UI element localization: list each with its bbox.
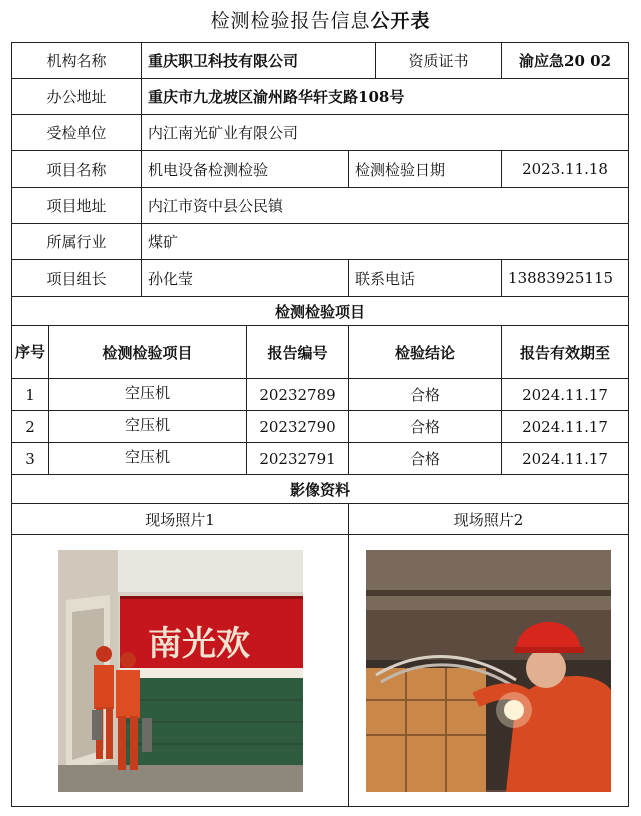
inspection-date-value: 2023.11.18 xyxy=(502,151,629,188)
inspected-unit-value: 内江南光矿业有限公司 xyxy=(142,115,629,151)
info-row-site xyxy=(12,188,629,224)
images-section-title: 影像资料 xyxy=(12,475,629,504)
address-label: 办公地址 xyxy=(12,79,142,115)
row-report-no: 20232791 xyxy=(247,443,349,475)
cert-label: 资质证书 xyxy=(376,43,502,79)
row-conclusion: 合格 xyxy=(349,443,502,475)
photo-row xyxy=(12,535,629,807)
info-row-org xyxy=(12,43,629,79)
row-item: 空压机 xyxy=(49,443,247,475)
row-index: 1 xyxy=(12,379,49,411)
row-conclusion: 合格 xyxy=(349,411,502,443)
phone-label: 联系电话 xyxy=(349,260,502,297)
row-index: 3 xyxy=(12,443,49,475)
photo-label-row xyxy=(12,504,629,535)
info-row-industry xyxy=(12,224,629,260)
photo1-label: 现场照片1 xyxy=(12,504,349,535)
info-row-project xyxy=(12,151,629,188)
industry-label: 所属行业 xyxy=(12,224,142,260)
table-row xyxy=(12,411,629,443)
project-address-label: 项目地址 xyxy=(12,188,142,224)
row-index: 2 xyxy=(12,411,49,443)
info-row-leader xyxy=(12,260,629,297)
phone-value: 13883925115 xyxy=(502,260,629,297)
project-name-value: 机电设备检测检验 xyxy=(142,151,349,188)
inspected-unit-label: 受检单位 xyxy=(12,115,142,151)
row-valid-until: 2024.11.17 xyxy=(502,379,629,411)
col-header-valid-until: 报告有效期至 xyxy=(502,326,629,379)
photo1-cell xyxy=(12,535,349,807)
industry-value: 煤矿 xyxy=(142,224,629,260)
items-section-title: 检测检验项目 xyxy=(12,297,629,326)
inspection-date-label: 检测检验日期 xyxy=(349,151,502,188)
site-photo-2 xyxy=(366,550,611,792)
row-report-no: 20232790 xyxy=(247,411,349,443)
images-section-header xyxy=(12,475,629,504)
row-report-no: 20232789 xyxy=(247,379,349,411)
col-header-conclusion: 检验结论 xyxy=(349,326,502,379)
row-valid-until: 2024.11.17 xyxy=(502,411,629,443)
table-row xyxy=(12,379,629,411)
address-value: 重庆市九龙坡区渝州路华轩支路108号 xyxy=(142,79,629,115)
items-section-header xyxy=(12,297,629,326)
org-label: 机构名称 xyxy=(12,43,142,79)
report-table xyxy=(11,42,629,807)
cert-value: 渝应急20 02 xyxy=(502,43,629,79)
project-name-label: 项目名称 xyxy=(12,151,142,188)
row-conclusion: 合格 xyxy=(349,379,502,411)
project-address-value: 内江市资中县公民镇 xyxy=(142,188,629,224)
photo1-sign-text: 南光欢 xyxy=(147,623,250,664)
project-leader-value: 孙化莹 xyxy=(142,260,349,297)
project-leader-label: 项目组长 xyxy=(12,260,142,297)
info-row-unit xyxy=(12,115,629,151)
col-header-item: 检测检验项目 xyxy=(49,326,247,379)
page-title: 检测检验报告信息公开表 xyxy=(210,10,431,32)
col-header-report-no: 报告编号 xyxy=(247,326,349,379)
photo2-cell xyxy=(349,535,629,807)
site-photo-1 xyxy=(58,550,303,792)
org-value: 重庆职卫科技有限公司 xyxy=(142,43,376,79)
table-row xyxy=(12,443,629,475)
row-item: 空压机 xyxy=(49,411,247,443)
row-valid-until: 2024.11.17 xyxy=(502,443,629,475)
row-item: 空压机 xyxy=(49,379,247,411)
col-header-index: 序号 xyxy=(12,326,49,379)
items-header-row xyxy=(12,326,629,379)
photo2-label: 现场照片2 xyxy=(349,504,629,535)
info-row-address xyxy=(12,79,629,115)
